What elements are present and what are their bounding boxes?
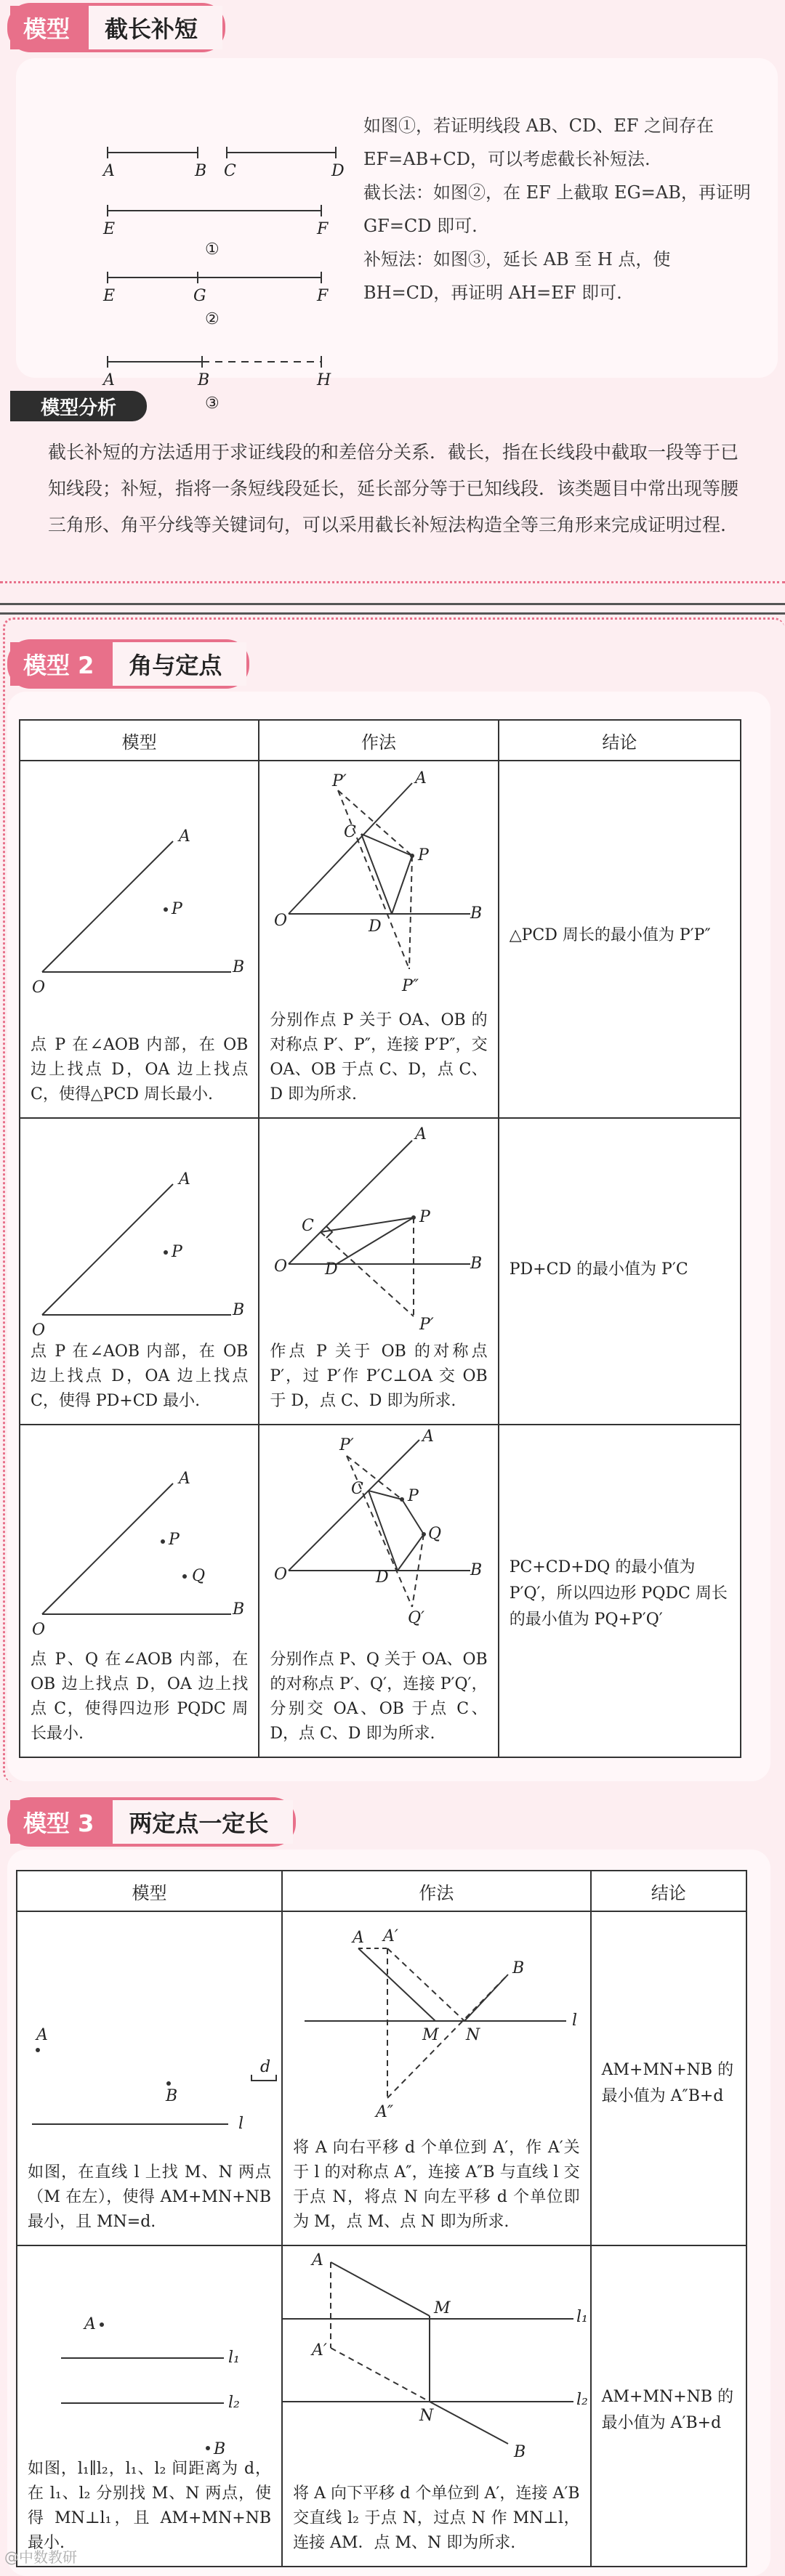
s3r1-conclusion: AM+MN+NB 的最小值为 A″B+d	[601, 2061, 734, 2105]
lbl-N: N	[466, 2026, 480, 2044]
method-description	[363, 109, 756, 309]
lbl-D: D	[369, 918, 382, 936]
s2r3-method-text: 分别作点 P、Q 关于 OA、OB 的对称点 P′、Q′，连接 P′Q′，分别交 OA、OB 于点 C、D，点 C、D 即为所求.	[270, 1650, 488, 1743]
lbl-C: C	[351, 1480, 364, 1498]
section2-table	[19, 719, 741, 1758]
section1-tag	[7, 3, 225, 52]
s2r1-method-text: 分别作点 P 关于 OA、OB 的对称点 P′、P″，连接 P′P″，交 OA、OB 于点 C、D，点 C、D 即为所求.	[270, 1011, 488, 1103]
lbl-l2: l₂	[228, 2394, 240, 2412]
lbl-B: B	[233, 1600, 245, 1619]
lbl-Q: Q	[192, 1567, 206, 1585]
para-2: 截长法：如图②，在 EF 上截取 EG=AB，再证明 GF=CD 即可.	[363, 182, 751, 236]
s2r2-model-text: 点 P 在∠AOB 内部，在 OB 边上找点 D，OA 边上找点 C，使得 PD+CD 最小.	[31, 1342, 249, 1410]
lbl-A: A	[84, 2315, 96, 2333]
lbl-B: B	[470, 1255, 483, 1273]
lbl-P: P	[172, 1243, 182, 1261]
label-f2: F	[317, 287, 329, 305]
lbl-Pprime: P′	[339, 1436, 355, 1454]
s2r2-method-figure	[259, 1119, 499, 1337]
lbl-B: B	[470, 904, 483, 923]
lbl-O: O	[32, 979, 46, 997]
lbl-Aprime: A′	[383, 1927, 398, 1945]
lbl-B: B	[233, 1301, 245, 1319]
lbl-A: A	[422, 1427, 435, 1446]
s3r1-model-figure	[17, 1912, 283, 2133]
s3r2-conclusion: AM+MN+NB 的最小值为 A′B+d	[601, 2388, 734, 2432]
lbl-Qprime: Q′	[408, 1609, 425, 1627]
lbl-B: B	[233, 958, 245, 976]
s3r2-model-figure	[17, 2246, 283, 2464]
lbl-A: A	[179, 827, 190, 846]
analysis-text: 截长补短的方法适用于求证线段的和差倍分关系．截长，指在长线段中截取一段等于已知线段；补短，指将一条短线段延长，延长部分等于已知线段．该类题目中常出现等腰三角形、角平分线等关键词句，可以采用截长补短法构造全等三角形来完成证明过程.	[48, 442, 739, 535]
s2r1-method-figure	[259, 761, 499, 1001]
table-row	[20, 761, 741, 1118]
lbl-M: M	[434, 2299, 451, 2317]
section3-tag	[7, 1797, 296, 1847]
s2r1-model-text: 点 P 在∠AOB 内部，在 OB 边上找点 D，OA 边上找点 C，使得△PCD 周长最小.	[31, 1036, 249, 1103]
table-row	[20, 1425, 741, 1757]
analysis-header: 模型分析	[10, 391, 147, 421]
s2r2-model-figure	[20, 1119, 260, 1340]
lbl-l1: l₁	[576, 2308, 588, 2326]
lbl-A: A	[312, 2251, 323, 2269]
label-fig3: ③	[205, 394, 220, 413]
lbl-d: d	[260, 2058, 271, 2076]
s3r2-method-text: 将 A 向下平移 d 个单位到 A′，连接 A′B 交直线 l₂ 于点 N，过点 N 作 MN⊥l，连接 AM．点 M、N 即为所求.	[293, 2484, 580, 2552]
lbl-A: A	[415, 1125, 427, 1143]
label-b1: B	[195, 162, 207, 180]
s2r2-conclusion: PD+CD 的最小值为 P′C	[509, 1260, 688, 1279]
lbl-O: O	[274, 1257, 288, 1276]
lbl-O: O	[32, 1621, 46, 1639]
table-row	[20, 1118, 741, 1425]
section3-tag-key: 模型 3	[10, 1800, 113, 1844]
s2r1-model-figure	[20, 761, 260, 997]
lbl-P: P	[419, 1208, 431, 1226]
lbl-Pprime: P′	[419, 1316, 435, 1334]
s3r2-method-figure	[283, 2246, 592, 2464]
s2r3-conclusion: PC+CD+DQ 的最小值为 P′Q′，所以四边形 PQDC 周长的最小值为 PQ+P′Q′	[509, 1558, 728, 1629]
label-b3: B	[198, 371, 210, 389]
lbl-B: B	[514, 2443, 526, 2461]
label-a3: A	[103, 371, 115, 389]
lbl-P: P	[172, 900, 182, 918]
s2r2-method-text: 作点 P 关于 OB 的对称点 P′，过 P′作 P′C⊥OA 交 OB 于 D，点 C、D 即为所求.	[270, 1342, 488, 1410]
lbl-B: B	[512, 1959, 525, 1977]
lbl-Adouble: A″	[376, 2103, 394, 2121]
lbl-D: D	[325, 1260, 338, 1279]
s2r3-model-figure	[20, 1425, 260, 1643]
lbl-O: O	[274, 1566, 288, 1584]
label-fig2: ②	[205, 310, 220, 328]
lbl-C: C	[344, 823, 357, 841]
lbl-P: P	[418, 846, 430, 864]
s2r1-conclusion: △PCD 周长的最小值为 P′P″	[509, 926, 711, 944]
label-c1: C	[224, 162, 236, 180]
label-g2: G	[193, 287, 206, 305]
lbl-l1: l₁	[228, 2349, 240, 2367]
lbl-O: O	[274, 912, 288, 930]
s3r2-model-text: 如图，l₁∥l₂，l₁、l₂ 间距离为 d，在 l₁、l₂ 分别找 M、N 两点，使得 MN⊥l₁，且 AM+MN+NB 最小.	[28, 2460, 272, 2552]
lbl-Aprime: A′	[312, 2341, 327, 2360]
label-f1: F	[317, 220, 329, 238]
s3-header-model: 模型	[17, 1871, 282, 1911]
s2-header-model: 模型	[20, 720, 259, 761]
lbl-N: N	[419, 2407, 434, 2425]
lbl-Q: Q	[428, 1525, 442, 1543]
s2r3-method-figure	[259, 1425, 499, 1643]
para-1: 如图①，若证明线段 AB、CD、EF 之间存在 EF=AB+CD，可以考虑截长补短法.	[363, 116, 714, 169]
label-d1: D	[331, 162, 345, 180]
lbl-A: A	[415, 769, 427, 787]
lbl-B: B	[166, 2087, 178, 2105]
section3-table	[16, 1870, 747, 2567]
lbl-B: B	[470, 1561, 483, 1579]
label-fig1: ①	[205, 240, 220, 259]
lbl-Pprime: P′	[332, 772, 347, 790]
s3r1-method-figure	[283, 1912, 592, 2130]
s2-header-conclusion: 结论	[499, 720, 741, 761]
s3r1-method-text: 将 A 向右平移 d 个单位到 A′，作 A′关于 l 的对称点 A″，连接 A″B 与直线 l 交于点 N，将点 N 向左平移 d 个单位即为 M，点 M、点 N 即为所求.	[293, 2139, 580, 2231]
lbl-A: A	[36, 2026, 48, 2044]
section3-tag-value: 两定点一定长	[113, 1800, 293, 1844]
section2-tag	[7, 639, 249, 689]
s3-header-method: 作法	[282, 1871, 591, 1911]
lbl-M: M	[422, 2026, 439, 2044]
s3r1-model-text: 如图，在直线 l 上找 M、N 两点（M 在左），使得 AM+MN+NB 最小，且 MN=d.	[28, 2163, 272, 2231]
s3-header-conclusion: 结论	[591, 1871, 746, 1911]
section2-tag-key: 模型 2	[10, 642, 113, 686]
watermark: @中数教研	[4, 2548, 77, 2566]
section1-tag-value: 截长补短	[89, 6, 222, 49]
segments-figure	[74, 73, 408, 413]
lbl-C: C	[302, 1217, 315, 1235]
double-rule	[0, 603, 785, 615]
table-row	[17, 2245, 746, 2567]
para-3: 补短法：如图③，延长 AB 至 H 点，使 BH=CD，再证明 AH=EF 即可.	[363, 249, 671, 303]
lbl-l: l	[238, 2115, 244, 2133]
lbl-O: O	[32, 1321, 46, 1340]
section1-tag-key: 模型	[10, 6, 89, 49]
lbl-l: l	[572, 2012, 578, 2030]
s2-header-method: 作法	[259, 720, 498, 761]
table-row	[17, 1911, 746, 2245]
lbl-l2: l₂	[576, 2391, 588, 2409]
label-e1: E	[103, 220, 116, 238]
lbl-A: A	[353, 1929, 364, 1947]
s2r3-model-text: 点 P、Q 在∠AOB 内部，在 OB 边上找点 D，OA 边上找点 C，使得四边形 PQDC 周长最小.	[31, 1650, 249, 1743]
lbl-Pdouble: P″	[402, 977, 419, 995]
lbl-A: A	[179, 1470, 190, 1488]
lbl-A: A	[179, 1170, 190, 1188]
section2-tag-value: 角与定点	[113, 642, 246, 686]
label-a1: A	[103, 162, 115, 180]
label-e2: E	[103, 287, 116, 305]
lbl-D: D	[376, 1568, 389, 1587]
label-h3: H	[317, 371, 331, 389]
lbl-P: P	[408, 1487, 419, 1505]
lbl-B: B	[214, 2440, 226, 2458]
lbl-P: P	[169, 1531, 180, 1549]
section-divider	[0, 581, 785, 583]
